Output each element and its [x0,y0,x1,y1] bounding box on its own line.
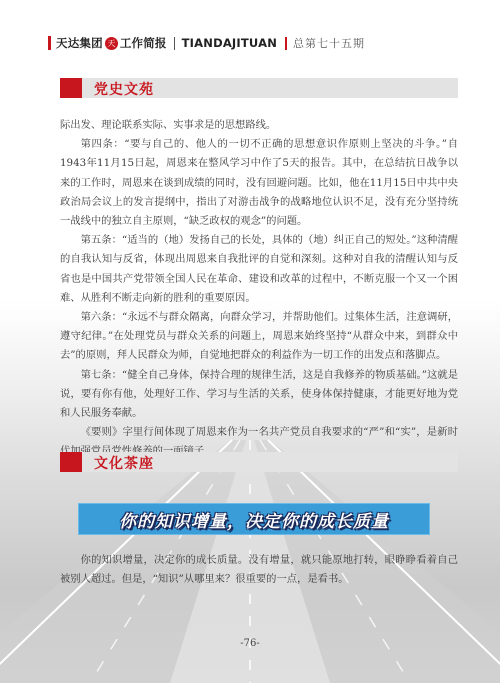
section-bar-history [60,78,458,98]
section-title-history: 党史文苑 [94,82,154,98]
header-brand: 天达集团 [56,36,103,50]
page-header [48,33,365,53]
paragraph: 《要则》字里行间体现了周恩来作为一名共产党员自我要求的“严”和“实”，是新时 [80,426,458,439]
paragraph: 第五条：“适当的（地）发扬自己的长处，具体的（地）纠正自己的短处。”这种清醒的自我认知与反省，体现出周恩来自我批评的自觉和深刻。这种对自我的清醒认知与反省也是中国共产党带领全国人民在革命、建设和改革的过程中，不断克服一个又一个困难、从胜利不断走向新的胜利的重要原因。 [60,234,458,304]
paragraph: 际出发、理论联系实际、实事求是的思想路线。 [60,119,277,131]
header-brand-en: TIANDAJITUAN [181,36,278,50]
header-issue: 总第七十五期 [293,37,366,50]
company-logo-icon: 天 [105,37,118,50]
header-divider [174,37,175,50]
paragraph: 第六条：“永远不与群众隔离，向群众学习，并帮助他们。过集体生活，注意调研，遵守纪律。”在处理党员与群众关系的问题上，周恩来始终坚持“从群众中来，到群众中去”的原则，拜人民群众为师，自觉地把群众的利益作为一切工作的出发点和落脚点。 [60,311,458,362]
section-title-culture: 文化茶座 [94,456,154,472]
section-marker [60,452,82,472]
page-number: -76- [240,638,260,649]
section-bar-culture [60,452,458,472]
paragraph: 第四条：“要与自己的、他人的一切不正确的思想意识作原则上坚决的斗争。”自1943年11月15日起，周恩来在整风学习中作了5天的报告。其中，在总结抗日战争以来的工作时，周恩来在谈到成绩的同时，没有回避问题。比如，他在11月15日中共中央政治局会议上的发言提纲中，指出了对游击战争的战略地位认识不足，没有充分坚持统一战线中的独立自主原则，“缺乏政权的观念”的问题。 [60,138,458,228]
header-accent-bar [48,36,51,50]
header-newsletter: 工作简报 [119,36,167,50]
article-body [60,116,458,462]
banner-text: 你的知识增量，决定你的成长质量 [119,511,389,532]
header-divider-red [285,37,287,50]
paragraph: 你的知识增量，决定你的成长质量。没有增量，就只能原地打转，眼睁睁看着自己被别人超过。但是，“知识”从哪里来？很重要的一点，是看书。 [60,554,458,586]
paragraph: 第七条：“健全自己身体，保持合理的规律生活，这是自我修养的物质基础。”这就是说，要有你有他，处理好工作、学习与生活的关系，使身体保持健康，才能更好地为党和人民服务奉献。 [60,368,458,420]
culture-body [60,551,458,589]
section-marker [60,78,82,98]
headline-banner [78,503,430,535]
